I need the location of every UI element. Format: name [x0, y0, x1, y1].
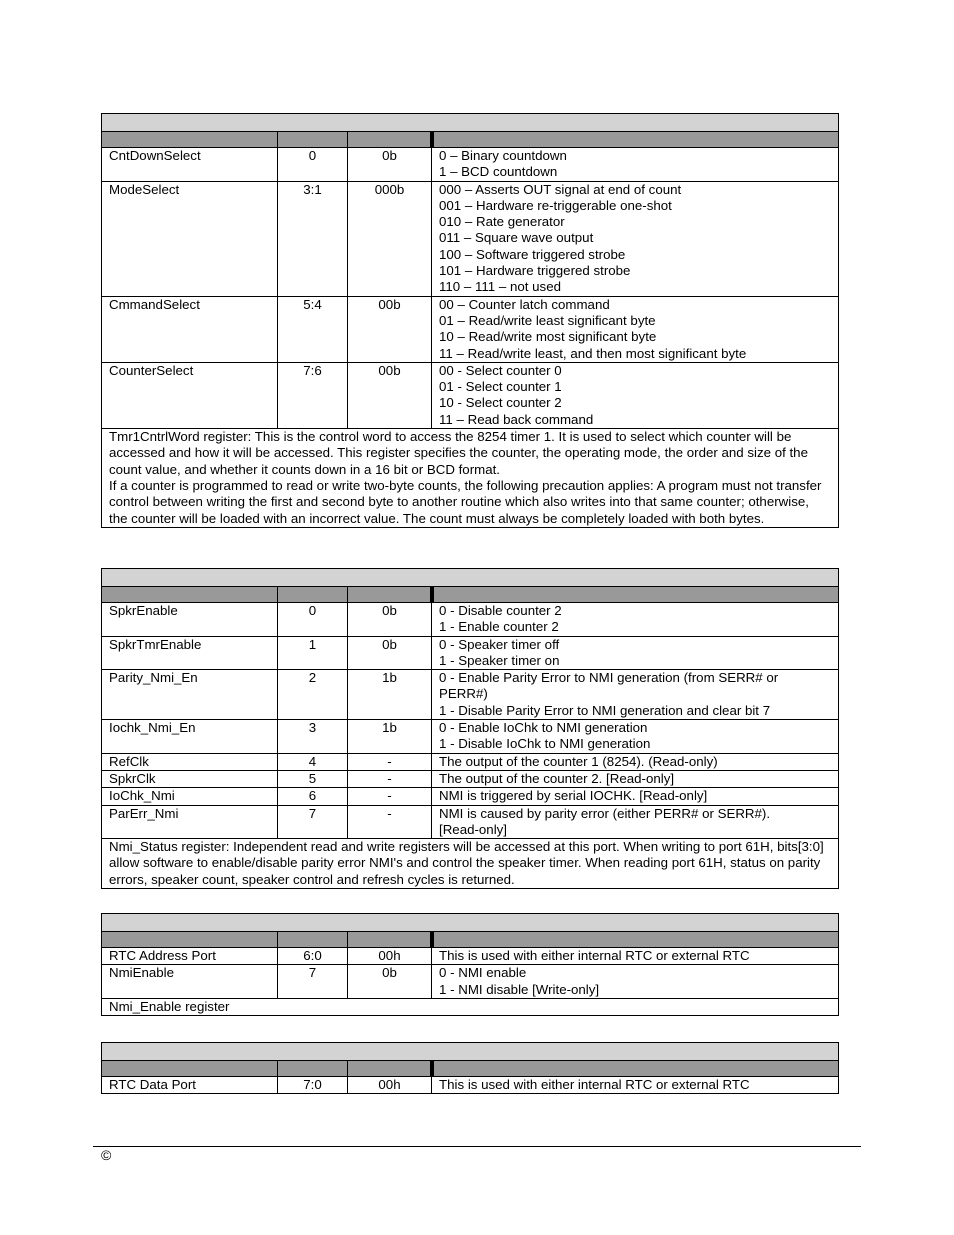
field-bits: 3	[278, 720, 348, 754]
description-line: [Read-only]	[439, 821, 507, 837]
field-bits: 0	[278, 603, 348, 637]
description-line: 010 – Rate generator	[439, 214, 565, 230]
description-line: This is used with either internal RTC or external RTC	[439, 1077, 750, 1092]
field-description	[432, 720, 839, 754]
field-default: 00b	[348, 296, 432, 362]
description-line: This is used with either internal RTC or external RTC	[439, 948, 750, 963]
field-default: 00h	[348, 948, 432, 965]
description-line: The output of the counter 2. [Read-only]	[439, 770, 675, 786]
description-line: 0 - Disable counter 2	[439, 603, 562, 618]
field-bits: 3:1	[278, 181, 348, 296]
footer-copyright: ©	[101, 1147, 112, 1163]
table-title-bar	[102, 114, 839, 132]
field-default: 1b	[348, 670, 432, 720]
table-note-row	[102, 429, 839, 528]
description-line: 11 – Read/write least, and then most significant byte	[439, 345, 747, 361]
field-name: CntDownSelect	[102, 148, 278, 182]
description-line: 0 - NMI enable	[439, 965, 527, 981]
field-description	[432, 362, 839, 428]
field-description	[432, 670, 839, 720]
field-name: SpkrClk	[102, 770, 278, 787]
field-bits: 6:0	[278, 948, 348, 965]
field-name: Iochk_Nmi_En	[102, 720, 278, 754]
field-name: ModeSelect	[102, 181, 278, 296]
footer-divider	[93, 1146, 861, 1147]
table-row	[102, 788, 839, 805]
field-default: 1b	[348, 720, 432, 754]
field-default: 00b	[348, 362, 432, 428]
description-line: 10 – Read/write most significant byte	[439, 329, 657, 345]
register-note	[102, 429, 839, 528]
description-line: 01 - Select counter 1	[439, 379, 562, 395]
description-line: 00 - Select counter 0	[439, 362, 562, 378]
field-default: 0b	[348, 965, 432, 999]
field-default: 000b	[348, 181, 432, 296]
field-bits: 5:4	[278, 296, 348, 362]
register-note	[102, 839, 839, 889]
field-description	[432, 148, 839, 182]
description-line: 110 – 111 – not used	[439, 279, 561, 295]
table-title-bar	[102, 914, 839, 932]
table-row	[102, 720, 839, 754]
field-default: -	[348, 770, 432, 787]
field-name: SpkrEnable	[102, 603, 278, 637]
description-line: 11 – Read back command	[439, 411, 594, 427]
field-name: RefClk	[102, 753, 278, 770]
field-bits: 1	[278, 636, 348, 670]
description-line: 100 – Software triggered strobe	[439, 246, 626, 262]
field-description	[432, 296, 839, 362]
field-bits: 2	[278, 670, 348, 720]
table-row	[102, 181, 839, 296]
field-description	[432, 948, 839, 965]
description-line: 00 – Counter latch command	[439, 296, 610, 312]
register-table-tmr1cntrlword	[101, 113, 839, 528]
field-default: 0b	[348, 636, 432, 670]
register-note	[102, 998, 839, 1015]
field-bits: 7	[278, 805, 348, 839]
description-line: 1 - Speaker timer on	[439, 652, 560, 668]
table-row	[102, 948, 839, 965]
description-line: 101 – Hardware triggered strobe	[439, 263, 631, 279]
field-description	[432, 788, 839, 805]
field-description	[432, 603, 839, 637]
table-row	[102, 805, 839, 839]
description-line: 0 - Speaker timer off	[439, 636, 560, 652]
field-name: Parity_Nmi_En	[102, 670, 278, 720]
description-line: 1 – BCD countdown	[439, 164, 558, 180]
field-description	[432, 636, 839, 670]
table-row	[102, 296, 839, 362]
field-bits: 7:6	[278, 362, 348, 428]
field-name: CmmandSelect	[102, 296, 278, 362]
description-line: 0 - Enable Parity Error to NMI generation (from SERR# or	[439, 670, 779, 686]
field-bits: 7:0	[278, 1077, 348, 1094]
field-name: NmiEnable	[102, 965, 278, 999]
field-name: RTC Data Port	[102, 1077, 278, 1094]
description-line: 011 – Square wave output	[439, 230, 594, 246]
description-line: 1 - NMI disable [Write-only]	[439, 981, 600, 997]
description-line: The output of the counter 1 (8254). (Read-only)	[439, 753, 718, 769]
field-default: 00h	[348, 1077, 432, 1094]
field-name: SpkrTmrEnable	[102, 636, 278, 670]
description-line: 10 - Select counter 2	[439, 395, 562, 411]
description-line: 0 - Enable IoChk to NMI generation	[439, 720, 648, 736]
note-paragraph: Nmi_Enable register	[109, 998, 230, 1014]
description-line: 1 - Disable Parity Error to NMI generation and clear bit 7	[439, 702, 771, 718]
field-description	[432, 965, 839, 999]
table-row	[102, 148, 839, 182]
field-bits: 0	[278, 148, 348, 182]
table-title-bar	[102, 1043, 839, 1061]
description-line: 000 – Asserts OUT signal at end of count	[439, 181, 682, 197]
table-row	[102, 603, 839, 637]
field-name: CounterSelect	[102, 362, 278, 428]
field-description	[432, 753, 839, 770]
table-row	[102, 636, 839, 670]
field-name: ParErr_Nmi	[102, 805, 278, 839]
description-line: NMI is caused by parity error (either PERR# or SERR#).	[439, 805, 771, 821]
register-table-nmi-status	[101, 568, 839, 889]
table-row	[102, 362, 839, 428]
table-note-row	[102, 998, 839, 1015]
field-name: RTC Address Port	[102, 948, 278, 965]
field-default: -	[348, 805, 432, 839]
field-description	[432, 770, 839, 787]
field-bits: 7	[278, 965, 348, 999]
description-line: NMI is triggered by serial IOCHK. [Read-only]	[439, 788, 708, 804]
table-row	[102, 965, 839, 999]
field-description	[432, 181, 839, 296]
field-bits: 4	[278, 753, 348, 770]
table-note-row	[102, 839, 839, 889]
table-header-row	[102, 932, 839, 948]
field-name: IoChk_Nmi	[102, 788, 278, 805]
table-row	[102, 1077, 839, 1094]
description-line: 1 - Enable counter 2	[439, 619, 559, 635]
table-row	[102, 770, 839, 787]
field-description	[432, 805, 839, 839]
field-default: -	[348, 788, 432, 805]
description-line: 1 - Disable IoChk to NMI generation	[439, 736, 651, 752]
field-default: -	[348, 753, 432, 770]
note-paragraph: Tmr1CntrlWord register: This is the control word to access the 8254 timer 1. It is used to select which counter will be accessed and how it will be accessed. This register specifies the counter, the operating mode, the order and size of the count value, and whether it counts down in a 16 bit or BCD format.	[109, 429, 808, 477]
field-default: 0b	[348, 603, 432, 637]
note-paragraph: If a counter is programmed to read or write two-byte counts, the following precaution applies: A program must not transfer control between writing the first and second byte to another routine which also writes into that same counter; otherwise, the counter will be loaded with an incorrect value. The count must always be completely loaded with both bytes.	[109, 477, 822, 526]
table-header-row	[102, 132, 839, 148]
field-bits: 5	[278, 770, 348, 787]
register-table-nmi-enable	[101, 913, 839, 1016]
register-table-rtc-data-port	[101, 1042, 839, 1094]
table-header-row	[102, 1061, 839, 1077]
table-row	[102, 670, 839, 720]
table-header-row	[102, 587, 839, 603]
table-title-bar	[102, 569, 839, 587]
description-line: 0 – Binary countdown	[439, 148, 567, 163]
field-description	[432, 1077, 839, 1094]
field-bits: 6	[278, 788, 348, 805]
field-default: 0b	[348, 148, 432, 182]
description-line: 01 – Read/write least significant byte	[439, 312, 656, 328]
note-paragraph: Nmi_Status register: Independent read and write registers will be accessed at this port. When writing to port 61H, bits[3:0] allow software to enable/disable parity error NMI's and control the speaker timer. When reading port 61H, status on parity errors, speaker count, speaker control and refresh cycles is returned.	[109, 839, 824, 887]
description-line: PERR#)	[439, 686, 488, 702]
description-line: 001 – Hardware re-triggerable one-shot	[439, 197, 672, 213]
table-row	[102, 753, 839, 770]
